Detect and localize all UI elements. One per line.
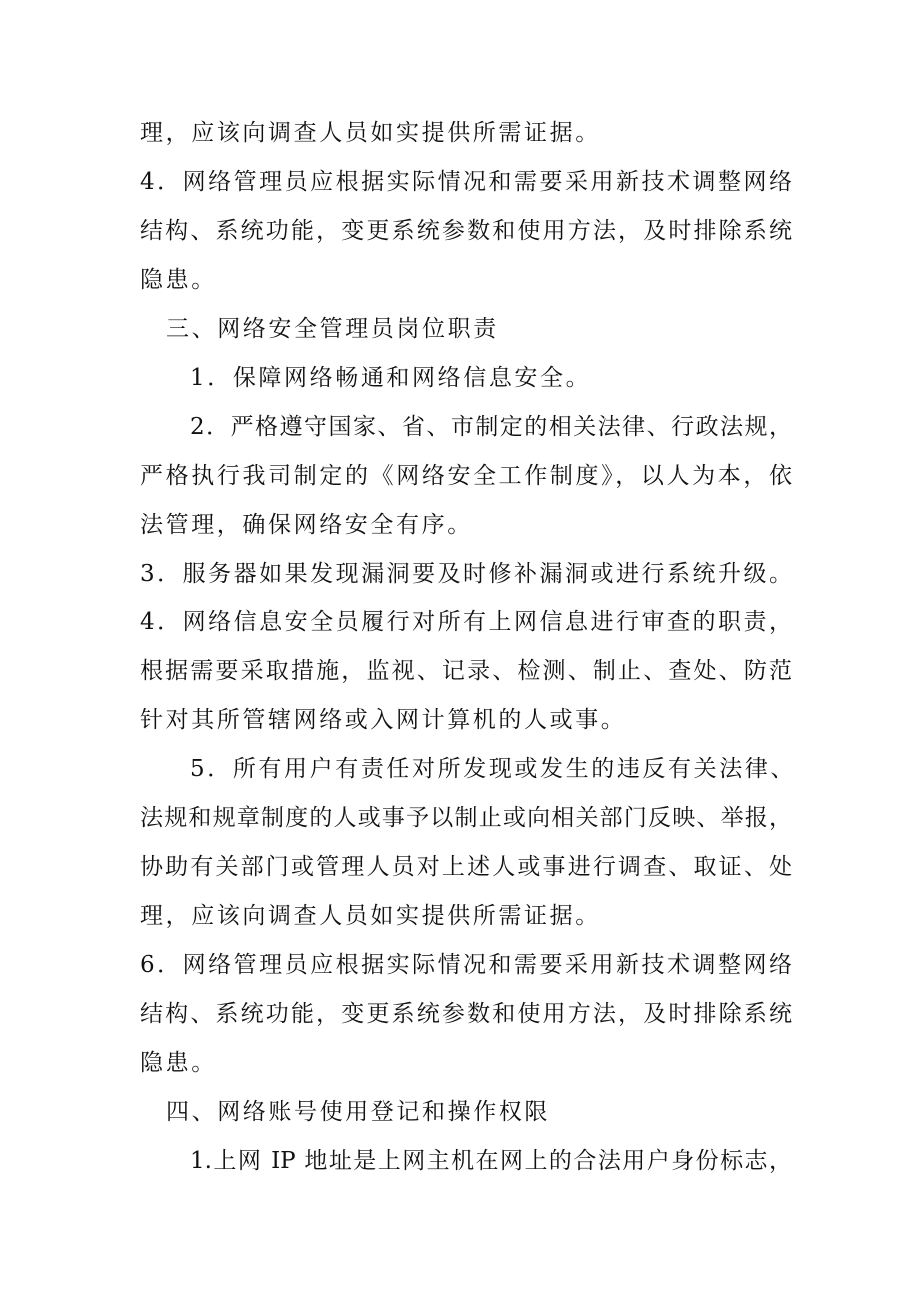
text-line: 隐患。 — [140, 1050, 217, 1076]
text-line: 6．网络管理员应根据实际情况和需要采用新技术调整网络 — [140, 952, 792, 978]
text-line: 结构、系统功能，变更系统参数和使用方法，及时排除系统 — [140, 1001, 792, 1027]
text-line: 理，应该向调查人员如实提供所需证据。 — [140, 903, 601, 929]
text-line: 针对其所管辖网络或入网计算机的人或事。 — [140, 707, 627, 733]
text-line: 4．网络信息安全员履行对所有上网信息进行审查的职责， — [140, 609, 792, 635]
text-line: 5．所有用户有责任对所发现或发生的违反有关法律、 — [190, 756, 797, 782]
section-heading: 四、网络账号使用登记和操作权限 — [166, 1099, 550, 1125]
text-line: 严格执行我司制定的《网络安全工作制度》，以人为本，依 — [140, 463, 792, 489]
text-line: 法规和规章制度的人或事予以制止或向相关部门反映、举报， — [140, 805, 792, 831]
text-line: 4．网络管理员应根据实际情况和需要采用新技术调整网络 — [140, 169, 792, 195]
text-line: 1.上网 IP 地址是上网主机在网上的合法用户身份标志， — [190, 1148, 792, 1174]
text-line: 根据需要采取措施，监视、记录、检测、制止、查处、防范 — [140, 658, 792, 684]
text-line: 隐患。 — [140, 267, 217, 293]
text-line: 理，应该向调查人员如实提供所需证据。 — [140, 120, 601, 146]
section-heading: 三、网络安全管理员岗位职责 — [166, 316, 499, 342]
text-line: 3．服务器如果发现漏洞要及时修补漏洞或进行系统升级。 — [140, 561, 792, 587]
text-line: 2．严格遵守国家、省、市制定的相关法律、行政法规， — [190, 414, 792, 440]
text-line: 结构、系统功能，变更系统参数和使用方法，及时排除系统 — [140, 218, 792, 244]
text-line: 法管理，确保网络安全有序。 — [140, 512, 473, 538]
text-line: 1．保障网络畅通和网络信息安全。 — [190, 365, 592, 391]
text-line: 协助有关部门或管理人员对上述人或事进行调查、取证、处 — [140, 854, 792, 880]
